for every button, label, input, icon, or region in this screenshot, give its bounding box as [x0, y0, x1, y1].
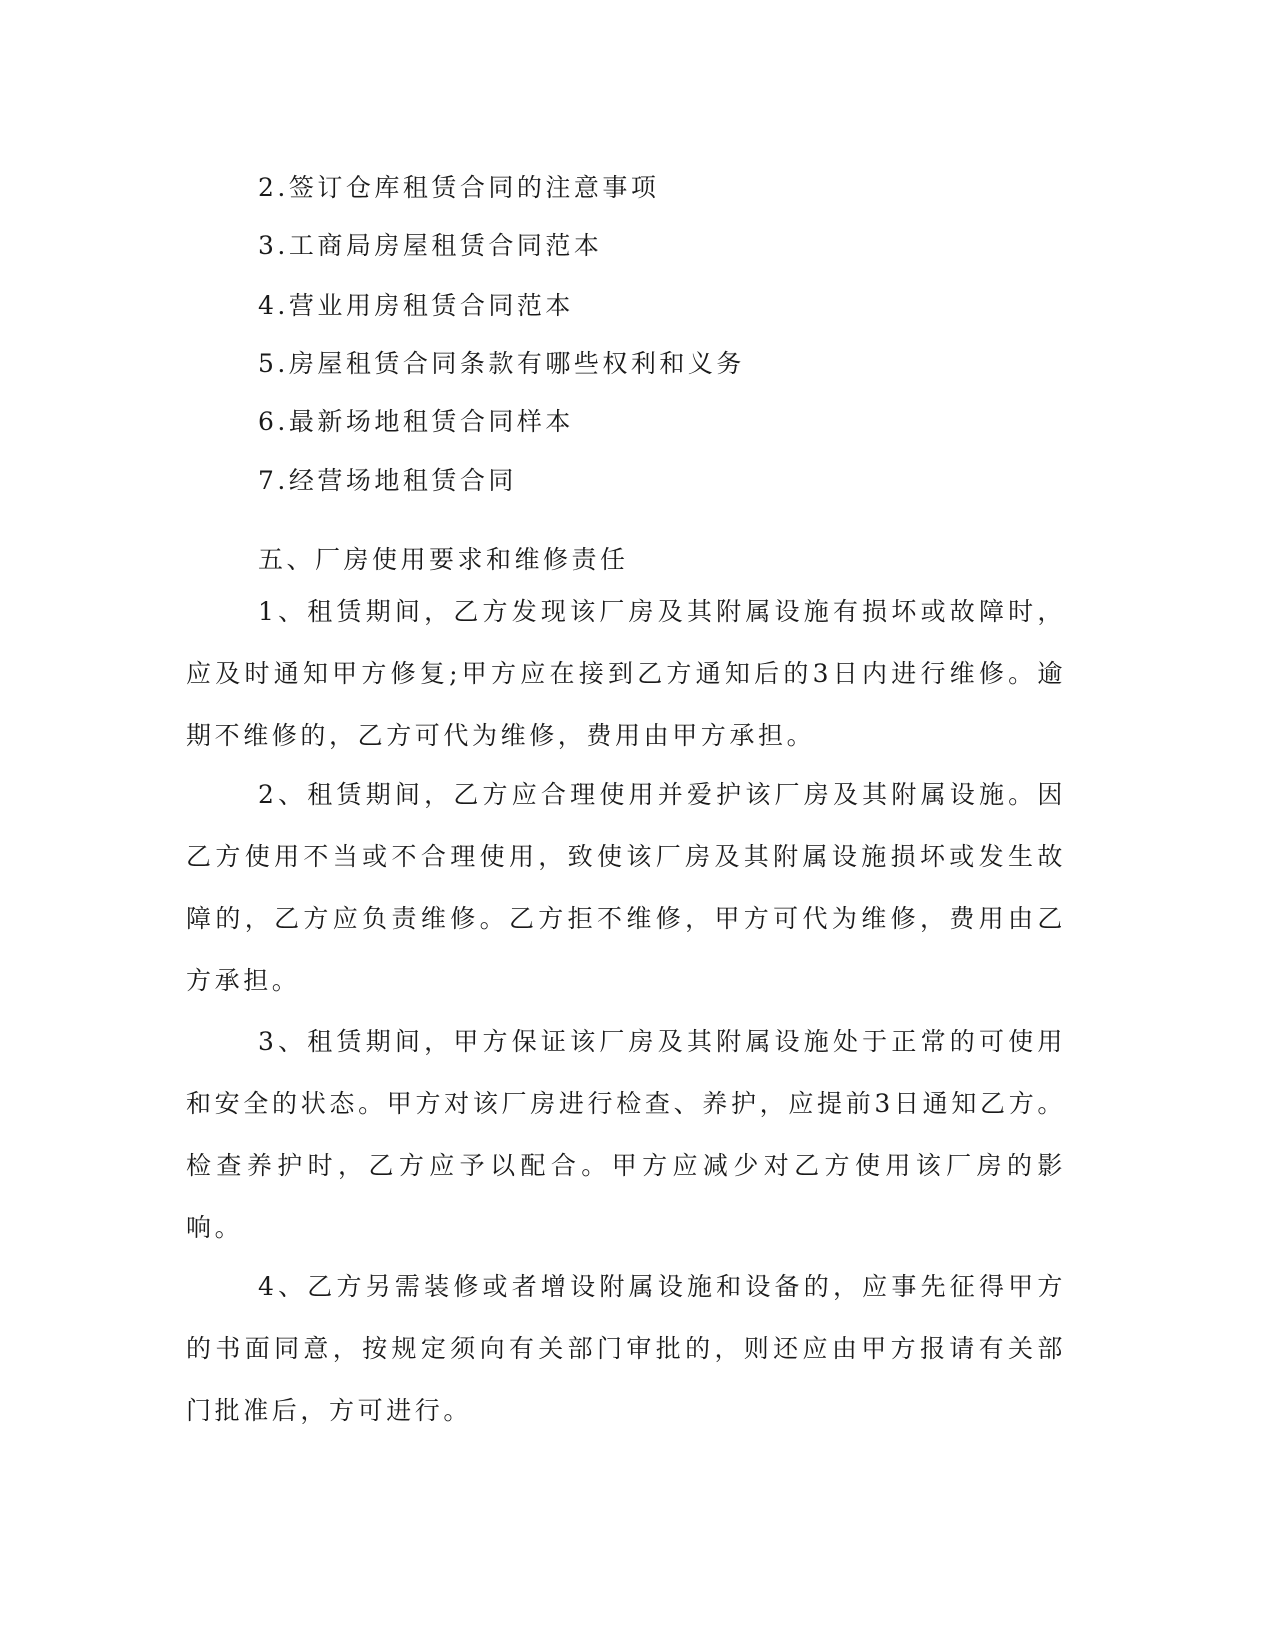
list-item-2: 2.签订仓库租赁合同的注意事项 — [258, 173, 660, 202]
section-heading: 五、厂房使用要求和维修责任 — [258, 545, 629, 574]
paragraph-3: 3、租赁期间，甲方保证该厂房及其附属设施处于正常的可使用和安全的状态。甲方对该厂房进行检查、养护，应提前3日通知乙方。检查养护时，乙方应予以配合。甲方应减少对乙方使用该厂房的影响。 — [186, 1027, 1066, 1242]
list-item-5: 5.房屋租赁合同条款有哪些权利和义务 — [258, 349, 745, 378]
list-item-7: 7.经营场地租赁合同 — [258, 466, 517, 495]
paragraph-1: 1、租赁期间，乙方发现该厂房及其附属设施有损坏或故障时，应及时通知甲方修复;甲方应在接到乙方通知后的3日内进行维修。逾期不维修的，乙方可代为维修，费用由甲方承担。 — [186, 597, 1066, 750]
paragraph-2: 2、租赁期间，乙方应合理使用并爱护该厂房及其附属设施。因乙方使用不当或不合理使用，致使该厂房及其附属设施损坏或发生故障的，乙方应负责维修。乙方拒不维修，甲方可代为维修，费用由乙方承担。 — [186, 780, 1066, 995]
list-item-4: 4.营业用房租赁合同范本 — [258, 291, 574, 320]
list-item-6: 6.最新场地租赁合同样本 — [258, 407, 574, 436]
paragraph-4: 4、乙方另需装修或者增设附属设施和设备的，应事先征得甲方的书面同意，按规定须向有关部门审批的，则还应由甲方报请有关部门批准后，方可进行。 — [186, 1272, 1066, 1425]
list-item-3: 3.工商局房屋租赁合同范本 — [258, 231, 603, 260]
